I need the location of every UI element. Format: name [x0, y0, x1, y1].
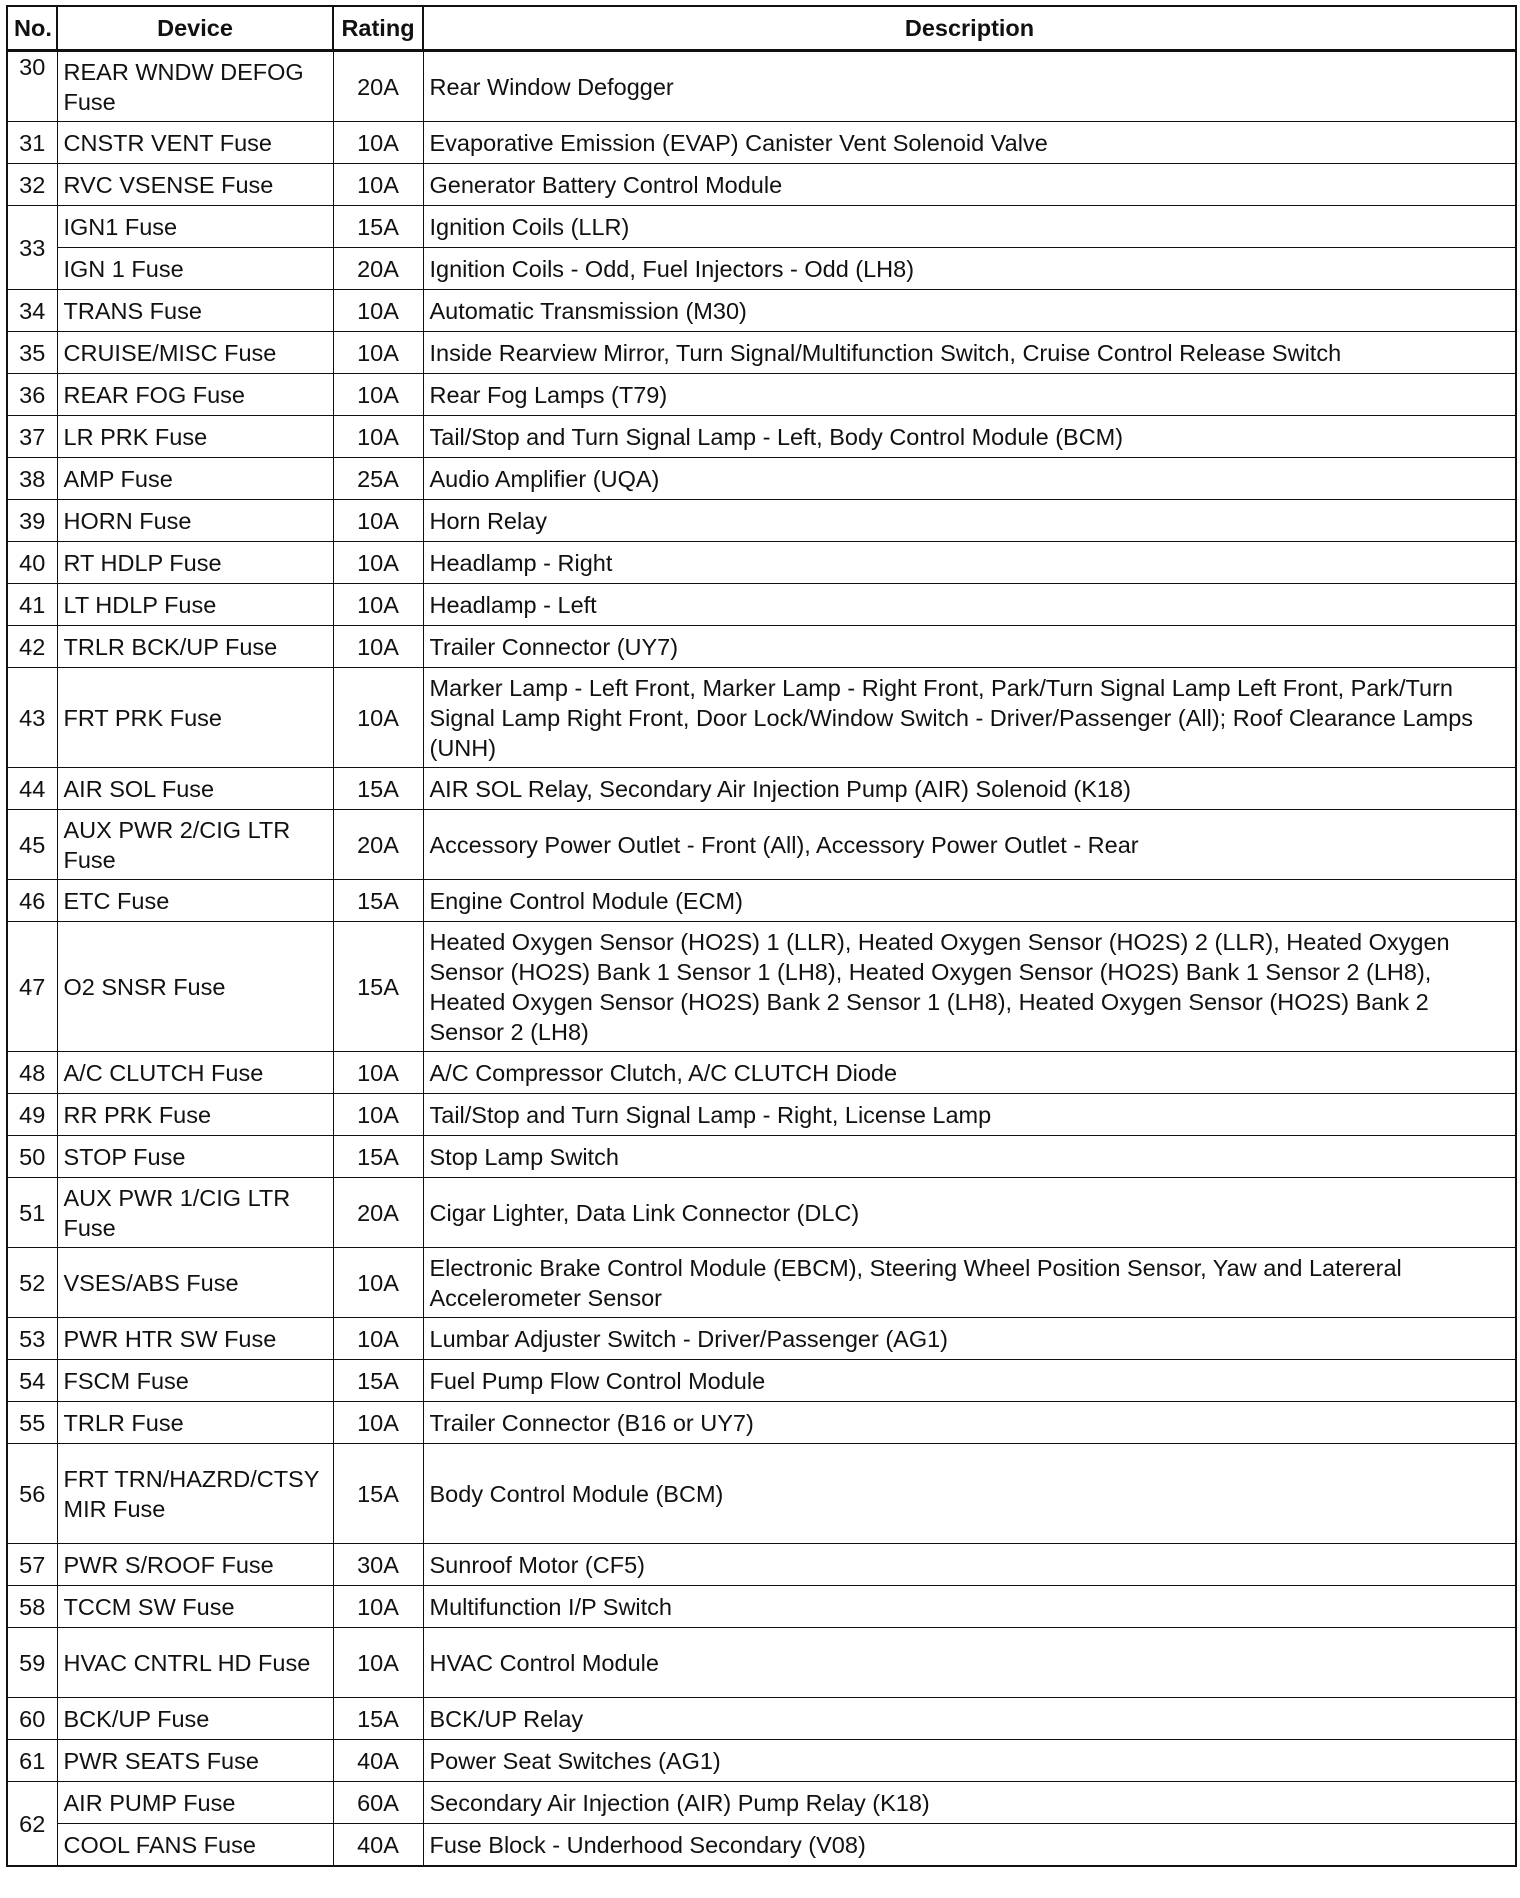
fuse-description: Engine Control Module (ECM): [423, 880, 1516, 922]
fuse-device: FRT PRK Fuse: [57, 668, 333, 768]
fuse-device: AIR PUMP Fuse: [57, 1782, 333, 1824]
table-row: [7, 290, 1516, 332]
fuse-device: RVC VSENSE Fuse: [57, 164, 333, 206]
header-row: [7, 6, 1516, 51]
fuse-number: 46: [7, 880, 57, 922]
fuse-rating: 10A: [333, 1094, 423, 1136]
fuse-device: COOL FANS Fuse: [57, 1824, 333, 1867]
fuse-number: 51: [7, 1178, 57, 1248]
fuse-number: 40: [7, 542, 57, 584]
table-row: [7, 1178, 1516, 1248]
table-row: [7, 880, 1516, 922]
fuse-rating: 60A: [333, 1782, 423, 1824]
fuse-number: 33: [7, 206, 57, 290]
table-row: [7, 500, 1516, 542]
fuse-description: Horn Relay: [423, 500, 1516, 542]
fuse-rating: 10A: [333, 668, 423, 768]
fuse-device: PWR HTR SW Fuse: [57, 1318, 333, 1360]
fuse-rating: 10A: [333, 374, 423, 416]
fuse-rating: 15A: [333, 768, 423, 810]
fuse-rating: 15A: [333, 1444, 423, 1544]
table-row: [7, 1052, 1516, 1094]
table-row: [7, 1444, 1516, 1544]
table-row: [7, 248, 1516, 290]
fuse-number: 39: [7, 500, 57, 542]
fuse-number: 43: [7, 668, 57, 768]
fuse-rating: 10A: [333, 500, 423, 542]
fuse-rating: 10A: [333, 164, 423, 206]
fuse-rating: 20A: [333, 51, 423, 122]
fuse-number: 35: [7, 332, 57, 374]
fuse-number: 57: [7, 1544, 57, 1586]
table-row: [7, 458, 1516, 500]
fuse-rating: 10A: [333, 542, 423, 584]
fuse-rating: 10A: [333, 122, 423, 164]
fuse-rating: 10A: [333, 1402, 423, 1444]
table-row: [7, 626, 1516, 668]
fuse-number: 31: [7, 122, 57, 164]
fuse-device: CNSTR VENT Fuse: [57, 122, 333, 164]
fuse-number: 62: [7, 1782, 57, 1867]
fuse-rating: 10A: [333, 1628, 423, 1698]
fuse-description: Ignition Coils (LLR): [423, 206, 1516, 248]
fuse-rating: 20A: [333, 1178, 423, 1248]
fuse-description: AIR SOL Relay, Secondary Air Injection Pump (AIR) Solenoid (K18): [423, 768, 1516, 810]
fuse-rating: 10A: [333, 1586, 423, 1628]
fuse-rating: 20A: [333, 810, 423, 880]
fuse-description: Rear Fog Lamps (T79): [423, 374, 1516, 416]
fuse-description: Tail/Stop and Turn Signal Lamp - Left, Body Control Module (BCM): [423, 416, 1516, 458]
header-description: Description: [423, 6, 1516, 51]
table-row: [7, 374, 1516, 416]
fuse-description: Cigar Lighter, Data Link Connector (DLC): [423, 1178, 1516, 1248]
fuse-number: 59: [7, 1628, 57, 1698]
fuse-device: AMP Fuse: [57, 458, 333, 500]
fuse-device: TRANS Fuse: [57, 290, 333, 332]
fuse-device: VSES/ABS Fuse: [57, 1248, 333, 1318]
fuse-rating: 25A: [333, 458, 423, 500]
table-row: [7, 1782, 1516, 1824]
table-row: [7, 164, 1516, 206]
table-row: [7, 668, 1516, 768]
table-row: [7, 542, 1516, 584]
table-row: [7, 584, 1516, 626]
fuse-device: RR PRK Fuse: [57, 1094, 333, 1136]
fuse-device: AUX PWR 2/CIG LTR Fuse: [57, 810, 333, 880]
fuse-number: 37: [7, 416, 57, 458]
fuse-description: Secondary Air Injection (AIR) Pump Relay (K18): [423, 1782, 1516, 1824]
fuse-device: BCK/UP Fuse: [57, 1698, 333, 1740]
fuse-description: Evaporative Emission (EVAP) Canister Vent Solenoid Valve: [423, 122, 1516, 164]
table-row: [7, 1094, 1516, 1136]
fuse-description: A/C Compressor Clutch, A/C CLUTCH Diode: [423, 1052, 1516, 1094]
fuse-rating: 10A: [333, 1248, 423, 1318]
fuse-rating: 10A: [333, 1052, 423, 1094]
fuse-device: AIR SOL Fuse: [57, 768, 333, 810]
fuse-device: A/C CLUTCH Fuse: [57, 1052, 333, 1094]
fuse-description: HVAC Control Module: [423, 1628, 1516, 1698]
fuse-description: Body Control Module (BCM): [423, 1444, 1516, 1544]
fuse-device: TCCM SW Fuse: [57, 1586, 333, 1628]
fuse-device: TRLR BCK/UP Fuse: [57, 626, 333, 668]
fuse-device: ETC Fuse: [57, 880, 333, 922]
fuse-device: REAR WNDW DEFOG Fuse: [57, 51, 333, 122]
fuse-description: Heated Oxygen Sensor (HO2S) 1 (LLR), Heated Oxygen Sensor (HO2S) 2 (LLR), Heated Oxygen Sensor (HO2S) Bank 1 Sensor 1 (LH8), Heated Oxygen Sensor (HO2S) Bank 1 Sensor 2 (LH8), Heated Oxygen Sensor (HO2S) Bank 2 Sensor 1 (LH8), Heated Oxygen Sensor (HO2S) Bank 2 Sensor 2 (LH8): [423, 922, 1516, 1052]
fuse-device: FSCM Fuse: [57, 1360, 333, 1402]
fuse-description: Sunroof Motor (CF5): [423, 1544, 1516, 1586]
fuse-number: 47: [7, 922, 57, 1052]
fuse-description: Fuse Block - Underhood Secondary (V08): [423, 1824, 1516, 1867]
fuse-description: Headlamp - Right: [423, 542, 1516, 584]
fuse-description: Ignition Coils - Odd, Fuel Injectors - Odd (LH8): [423, 248, 1516, 290]
fuse-device: LR PRK Fuse: [57, 416, 333, 458]
fuse-description: Inside Rearview Mirror, Turn Signal/Multifunction Switch, Cruise Control Release Switch: [423, 332, 1516, 374]
fuse-rating: 15A: [333, 922, 423, 1052]
fuse-rating: 15A: [333, 1360, 423, 1402]
table-row: [7, 1318, 1516, 1360]
table-row: [7, 1136, 1516, 1178]
fuse-device: REAR FOG Fuse: [57, 374, 333, 416]
table-row: [7, 51, 1516, 122]
fuse-device: HVAC CNTRL HD Fuse: [57, 1628, 333, 1698]
fuse-rating: 10A: [333, 584, 423, 626]
fuse-rating: 10A: [333, 416, 423, 458]
fuse-rating: 10A: [333, 626, 423, 668]
table-row: [7, 1360, 1516, 1402]
table-row: [7, 206, 1516, 248]
table-row: [7, 332, 1516, 374]
fuse-number: 56: [7, 1444, 57, 1544]
fuse-description: Rear Window Defogger: [423, 51, 1516, 122]
fuse-rating: 20A: [333, 248, 423, 290]
fuse-description: Trailer Connector (B16 or UY7): [423, 1402, 1516, 1444]
fuse-rating: 30A: [333, 1544, 423, 1586]
fuse-number: 45: [7, 810, 57, 880]
fuse-number: 55: [7, 1402, 57, 1444]
fuse-description: Headlamp - Left: [423, 584, 1516, 626]
fuse-rating: 10A: [333, 332, 423, 374]
fuse-rating: 10A: [333, 1318, 423, 1360]
fuse-number: 60: [7, 1698, 57, 1740]
fuse-device: PWR S/ROOF Fuse: [57, 1544, 333, 1586]
fuse-device: O2 SNSR Fuse: [57, 922, 333, 1052]
table-row: [7, 1248, 1516, 1318]
fuse-description: Power Seat Switches (AG1): [423, 1740, 1516, 1782]
fuse-device: PWR SEATS Fuse: [57, 1740, 333, 1782]
fuse-description: Tail/Stop and Turn Signal Lamp - Right, License Lamp: [423, 1094, 1516, 1136]
fuse-rating: 15A: [333, 1698, 423, 1740]
fuse-description: Electronic Brake Control Module (EBCM), Steering Wheel Position Sensor, Yaw and Latereral Accelerometer Sensor: [423, 1248, 1516, 1318]
fuse-number: 49: [7, 1094, 57, 1136]
fuse-description: Fuel Pump Flow Control Module: [423, 1360, 1516, 1402]
fuse-rating: 15A: [333, 206, 423, 248]
fuse-number: 36: [7, 374, 57, 416]
fuse-description: BCK/UP Relay: [423, 1698, 1516, 1740]
fuse-number: 34: [7, 290, 57, 332]
fuse-rating: 15A: [333, 1136, 423, 1178]
fuse-table: [6, 5, 1517, 1867]
fuse-number: 50: [7, 1136, 57, 1178]
table-row: [7, 1544, 1516, 1586]
fuse-number: 58: [7, 1586, 57, 1628]
fuse-rating: 40A: [333, 1824, 423, 1867]
fuse-description: Multifunction I/P Switch: [423, 1586, 1516, 1628]
fuse-description: Automatic Transmission (M30): [423, 290, 1516, 332]
fuse-number: 52: [7, 1248, 57, 1318]
fuse-number: 54: [7, 1360, 57, 1402]
header-rating: Rating: [333, 6, 423, 51]
fuse-table-sheet: [6, 5, 1515, 1867]
fuse-device: AUX PWR 1/CIG LTR Fuse: [57, 1178, 333, 1248]
fuse-number: 44: [7, 768, 57, 810]
fuse-description: Lumbar Adjuster Switch - Driver/Passenger (AG1): [423, 1318, 1516, 1360]
fuse-device: CRUISE/MISC Fuse: [57, 332, 333, 374]
table-row: [7, 1698, 1516, 1740]
table-row: [7, 122, 1516, 164]
table-row: [7, 1402, 1516, 1444]
fuse-device: HORN Fuse: [57, 500, 333, 542]
fuse-device: IGN 1 Fuse: [57, 248, 333, 290]
fuse-number: 38: [7, 458, 57, 500]
fuse-number: 48: [7, 1052, 57, 1094]
table-row: [7, 1740, 1516, 1782]
fuse-number: 42: [7, 626, 57, 668]
fuse-description: Marker Lamp - Left Front, Marker Lamp - Right Front, Park/Turn Signal Lamp Left Front, Park/Turn Signal Lamp Right Front, Door Lock/Window Switch - Driver/Passenger (All); Roof Clearance Lamps (UNH): [423, 668, 1516, 768]
table-row: [7, 1628, 1516, 1698]
fuse-number: 53: [7, 1318, 57, 1360]
fuse-device: IGN1 Fuse: [57, 206, 333, 248]
table-row: [7, 810, 1516, 880]
fuse-description: Stop Lamp Switch: [423, 1136, 1516, 1178]
fuse-number: 41: [7, 584, 57, 626]
fuse-description: Audio Amplifier (UQA): [423, 458, 1516, 500]
fuse-description: Trailer Connector (UY7): [423, 626, 1516, 668]
table-row: [7, 922, 1516, 1052]
fuse-number: 61: [7, 1740, 57, 1782]
table-row: [7, 416, 1516, 458]
fuse-rating: 10A: [333, 290, 423, 332]
header-no: No.: [7, 6, 57, 51]
header-device: Device: [57, 6, 333, 51]
fuse-device: RT HDLP Fuse: [57, 542, 333, 584]
fuse-device: STOP Fuse: [57, 1136, 333, 1178]
fuse-number: 30: [7, 51, 57, 122]
table-row: [7, 768, 1516, 810]
table-row: [7, 1586, 1516, 1628]
fuse-device: FRT TRN/HAZRD/CTSY MIR Fuse: [57, 1444, 333, 1544]
fuse-device: TRLR Fuse: [57, 1402, 333, 1444]
table-row: [7, 1824, 1516, 1867]
fuse-rating: 40A: [333, 1740, 423, 1782]
fuse-description: Generator Battery Control Module: [423, 164, 1516, 206]
fuse-description: Accessory Power Outlet - Front (All), Accessory Power Outlet - Rear: [423, 810, 1516, 880]
fuse-number: 32: [7, 164, 57, 206]
fuse-device: LT HDLP Fuse: [57, 584, 333, 626]
fuse-rating: 15A: [333, 880, 423, 922]
